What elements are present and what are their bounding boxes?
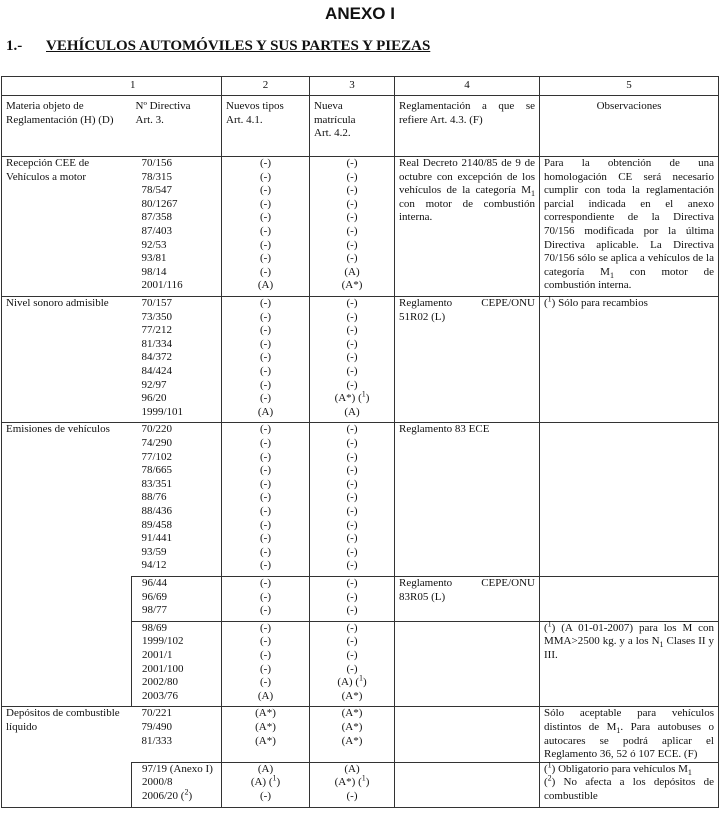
- cell-value: (-): [260, 324, 271, 337]
- nuevos-tipos-cell: [222, 157, 310, 297]
- cell-value: (-): [260, 378, 271, 391]
- cell-value: (-): [260, 504, 271, 517]
- column-number-3: 3: [310, 77, 395, 96]
- nueva-matricula-cell: [310, 707, 395, 762]
- cell-value: (-): [260, 157, 271, 169]
- cell-value: 70/157: [141, 297, 173, 309]
- cell-value: (-): [346, 378, 358, 391]
- cell-value: (A): [257, 279, 274, 292]
- cell-value: (-): [260, 491, 271, 504]
- header-row: [2, 96, 719, 157]
- cell-value: (-): [260, 265, 271, 278]
- column-number-5: 5: [540, 77, 719, 96]
- cell-value: (A): [257, 762, 274, 775]
- cell-value: (A): [344, 762, 360, 775]
- cell-value: (A*): [341, 720, 363, 733]
- nueva-matricula-cell: [310, 423, 395, 577]
- cell-value: 2001/100: [142, 662, 184, 675]
- cell-value: 70/156: [141, 157, 173, 169]
- cell-value: 93/81: [141, 252, 167, 265]
- header-nuevos: Nuevos tipos Art. 4.1.: [222, 96, 310, 157]
- section-number: 1.-: [6, 38, 23, 54]
- cell-value: 2000/8: [142, 776, 173, 789]
- cell-value: (-): [346, 491, 358, 504]
- cell-value: (-): [260, 337, 271, 350]
- cell-value: (-): [346, 224, 358, 237]
- cell-value: 84/424: [141, 364, 173, 377]
- column-number-row: [2, 77, 719, 96]
- cell-value: 89/458: [141, 518, 173, 531]
- cell-value: (-): [346, 464, 358, 477]
- cell-value: (-): [260, 238, 271, 251]
- cell-value: 88/436: [141, 504, 173, 517]
- cell-value: (-): [260, 604, 271, 617]
- table-row: [2, 707, 719, 762]
- cell-value: (-): [346, 648, 358, 661]
- cell-value: (A*): [341, 279, 363, 292]
- cell-value: (A): [344, 265, 360, 278]
- cell-value: (-): [260, 450, 271, 463]
- cell-value: 74/290: [141, 436, 173, 449]
- cell-value: 2002/80: [142, 676, 179, 689]
- nuevos-tipos-cell: [222, 423, 310, 577]
- cell-value: (-): [346, 789, 358, 802]
- cell-value: 2003/76: [142, 689, 179, 702]
- cell-value: 84/372: [141, 351, 173, 364]
- cell-value: 1999/101: [141, 405, 184, 418]
- cell-value: (A): [257, 689, 274, 702]
- cell-value: 1999/102: [142, 635, 184, 648]
- cell-value: 94/12: [141, 559, 167, 572]
- cell-value: (-): [260, 436, 271, 449]
- cell-value: (-): [346, 170, 358, 183]
- cell-value: (-): [346, 436, 358, 449]
- cell-value: (A*): [255, 720, 276, 733]
- reglamentacion-cell: [395, 762, 540, 807]
- cell-value: 98/77: [142, 604, 168, 617]
- reglamentacion-cell: Reglamento 83 ECE: [395, 423, 540, 577]
- cell-value: (-): [260, 364, 271, 377]
- header-directiva: Nº Directiva Art. 3.: [132, 96, 222, 157]
- cell-value: 77/212: [141, 324, 173, 337]
- nueva-matricula-cell: [310, 762, 395, 807]
- cell-value: 70/221: [141, 707, 173, 720]
- reglamentacion-cell: Reglamento CEPE/ONU 83R05 (L): [395, 576, 540, 621]
- cell-value: (-): [260, 392, 271, 405]
- cell-value: (A*): [341, 707, 363, 720]
- cell-value: (-): [346, 450, 358, 463]
- cell-value: (A*): [255, 707, 276, 720]
- cell-value: (-): [260, 635, 271, 648]
- nuevos-tipos-cell: [222, 762, 310, 807]
- observaciones-cell: ($^1$) Sólo para recambios: [540, 297, 719, 423]
- cell-value: (-): [260, 297, 271, 309]
- cell-value: 2006/20 ($^2$): [142, 787, 193, 802]
- cell-value: (-): [346, 559, 358, 572]
- reglamentacion-cell: [395, 621, 540, 707]
- cell-value: (-): [260, 532, 271, 545]
- cell-value: (A) ($^1$): [250, 773, 281, 789]
- cell-value: (-): [346, 532, 358, 545]
- cell-value: 73/350: [141, 310, 173, 323]
- cell-value: (-): [346, 238, 358, 251]
- cell-value: (-): [346, 604, 358, 617]
- column-number-1: 1: [2, 77, 222, 96]
- cell-value: 79/490: [141, 720, 173, 733]
- table-row: [2, 423, 719, 577]
- cell-value: (-): [346, 635, 358, 648]
- cell-value: (A*) ($^1$): [334, 389, 370, 405]
- directiva-cell: [132, 707, 222, 762]
- cell-value: (-): [346, 576, 358, 589]
- cell-value: 92/53: [141, 238, 167, 251]
- cell-value: (-): [346, 337, 358, 350]
- cell-value: (-): [346, 310, 358, 323]
- cell-value: 83/351: [141, 477, 173, 490]
- cell-value: 81/333: [141, 734, 173, 747]
- nueva-matricula-cell: [310, 621, 395, 707]
- directiva-cell: [132, 157, 222, 297]
- regulation-table: [1, 76, 719, 808]
- cell-value: (-): [260, 518, 271, 531]
- cell-value: 2001/1: [142, 648, 173, 661]
- reglamentacion-cell: Real Decreto 2140/85 de 9 de octubre con excepción de los vehículos de la categoría $M_1$ con motor de combustión interna.: [395, 157, 540, 297]
- cell-value: 77/102: [141, 450, 173, 463]
- cell-value: (-): [346, 184, 358, 197]
- observaciones-cell: [540, 576, 719, 621]
- cell-value: (-): [346, 590, 358, 603]
- table-row: [2, 157, 719, 297]
- cell-value: (A*): [341, 734, 363, 747]
- cell-value: (A*): [255, 734, 276, 747]
- nuevos-tipos-cell: [222, 576, 310, 621]
- materia-cell: Depósitos de combustible líquido: [2, 707, 132, 807]
- cell-value: (-): [346, 297, 358, 309]
- cell-value: (A*): [341, 689, 363, 702]
- cell-value: (-): [260, 662, 271, 675]
- cell-value: (-): [346, 423, 358, 436]
- cell-value: 98/69: [142, 621, 168, 634]
- reglamentacion-cell: Reglamento CEPE/ONU 51R02 (L): [395, 297, 540, 423]
- cell-value: 88/76: [141, 491, 167, 504]
- nuevos-tipos-cell: [222, 297, 310, 423]
- directiva-cell: [132, 576, 222, 621]
- cell-value: (-): [346, 477, 358, 490]
- section-title: VEHÍCULOS AUTOMÓVILES Y SUS PARTES Y PIEZAS: [46, 38, 431, 54]
- cell-value: (-): [260, 423, 271, 436]
- table-row: [2, 297, 719, 423]
- cell-value: (-): [346, 504, 358, 517]
- cell-value: (-): [260, 676, 271, 689]
- cell-value: 96/44: [142, 576, 168, 589]
- materia-cell: Recepción CEE de Vehículos a motor: [2, 157, 132, 297]
- cell-value: (-): [260, 559, 271, 572]
- observaciones-cell: Para la obtención de una homologación CE será necesario cumplir con toda la reglamentación parcial indicada en el anexo correspondiente de la Directiva 70/156 modificada por la última Directiva aplicable. La Directiva 70/156 sólo se aplica a vehículos de la categoría $M_1$ con motor de combustión interna.: [540, 157, 719, 297]
- cell-value: 78/315: [141, 170, 173, 183]
- cell-value: (-): [260, 648, 271, 661]
- nuevos-tipos-cell: [222, 707, 310, 762]
- cell-value: (-): [346, 662, 358, 675]
- cell-value: (-): [260, 576, 271, 589]
- cell-value: 92/97: [141, 378, 167, 391]
- cell-value: (-): [260, 464, 271, 477]
- observaciones-cell: [540, 423, 719, 577]
- cell-value: (-): [260, 170, 271, 183]
- materia-cell: Emisiones de vehículos: [2, 423, 132, 707]
- cell-value: (-): [346, 518, 358, 531]
- cell-value: 91/441: [141, 532, 173, 545]
- header-reglamentacion: Reglamentación a que se refiere Art. 4.3. (F): [395, 96, 540, 157]
- cell-value: 87/403: [141, 224, 173, 237]
- cell-value: (A*) ($^1$): [334, 773, 370, 789]
- observaciones-cell: ($^1$) (A 01-01-2007) para los M con MMA>2500 kg. y a los $N_1$ Clases II y III.: [540, 621, 719, 707]
- cell-value: (-): [346, 324, 358, 337]
- cell-value: (-): [260, 197, 271, 210]
- column-number-2: 2: [222, 77, 310, 96]
- cell-value: (-): [260, 252, 271, 265]
- cell-value: (-): [260, 184, 271, 197]
- header-materia: Materia objeto de Reglamentación (H) (D): [2, 96, 132, 157]
- observacion-note: ($^1$) Obligatorio para vehículos $M_1$: [544, 760, 692, 777]
- directiva-cell: [132, 621, 222, 707]
- cell-value: (-): [260, 224, 271, 237]
- cell-value: 70/220: [141, 423, 173, 436]
- document-title: ANEXO I: [325, 4, 395, 23]
- cell-value: (-): [260, 351, 271, 364]
- cell-value: 2001/116: [141, 279, 183, 292]
- cell-value: (-): [346, 621, 358, 634]
- directiva-cell: [132, 423, 222, 577]
- nuevos-tipos-cell: [222, 621, 310, 707]
- cell-value: (-): [260, 477, 271, 490]
- cell-value: 96/20: [141, 392, 167, 405]
- cell-value: 97/19 (Anexo I): [142, 762, 213, 775]
- cell-value: (-): [260, 310, 271, 323]
- cell-value: (-): [346, 211, 358, 224]
- materia-cell: Nivel sonoro admisible: [2, 297, 132, 423]
- header-matricula: Nueva matrícula Art. 4.2.: [310, 96, 395, 157]
- cell-value: (-): [260, 621, 271, 634]
- cell-value: 78/547: [141, 184, 173, 197]
- cell-value: 80/1267: [141, 197, 178, 210]
- nueva-matricula-cell: [310, 297, 395, 423]
- cell-value: (-): [346, 157, 358, 169]
- cell-value: (-): [260, 545, 271, 558]
- observaciones-cell: Sólo aceptable para vehículos distintos de $M_1$. Para autobuses o autocares se podrá aplicar el Reglamento 36, 52 ó 107 ECE. (F): [540, 707, 719, 762]
- cell-value: (A): [344, 405, 360, 418]
- nueva-matricula-cell: [310, 157, 395, 297]
- section-heading: [6, 38, 430, 55]
- cell-value: (A): [257, 405, 274, 418]
- cell-value: 93/59: [141, 545, 167, 558]
- cell-value: 98/14: [141, 265, 167, 278]
- cell-value: (-): [346, 252, 358, 265]
- cell-value: (-): [260, 789, 271, 802]
- cell-value: (A) ($^1$): [337, 673, 367, 689]
- cell-value: (-): [260, 590, 271, 603]
- reglamentacion-cell: [395, 707, 540, 762]
- cell-value: (-): [260, 211, 271, 224]
- cell-value: (-): [346, 545, 358, 558]
- nueva-matricula-cell: [310, 576, 395, 621]
- cell-value: (-): [346, 351, 358, 364]
- column-number-4: 4: [395, 77, 540, 96]
- observaciones-cell: [540, 762, 719, 807]
- cell-value: 96/69: [142, 590, 168, 603]
- cell-value: 81/334: [141, 337, 173, 350]
- header-observaciones: Observaciones: [540, 96, 719, 157]
- cell-value: 87/358: [141, 211, 173, 224]
- directiva-cell: [132, 762, 222, 807]
- cell-value: (-): [346, 197, 358, 210]
- cell-value: 78/665: [141, 464, 173, 477]
- cell-value: (-): [346, 364, 358, 377]
- observacion-note: ($^2$) No afecta a los depósitos de combustible: [544, 773, 714, 802]
- directiva-cell: [132, 297, 222, 423]
